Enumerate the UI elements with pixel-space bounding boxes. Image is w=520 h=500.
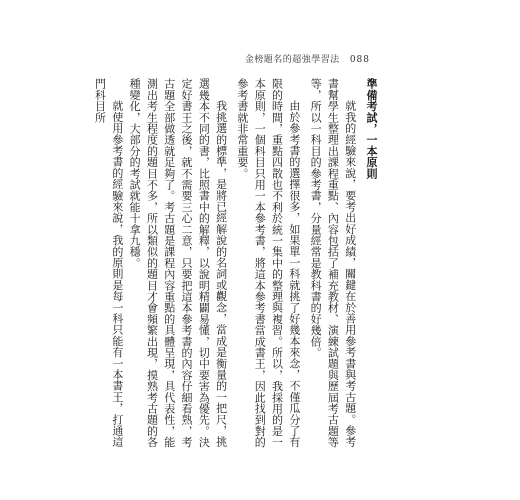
- page-number: 088: [349, 55, 370, 65]
- paragraph: 就使用參考書的經驗來說，我的原則是每一科只能有一本書王，打通這門科目所: [93, 78, 124, 448]
- running-header: [245, 52, 370, 65]
- body-text: [91, 78, 380, 458]
- paragraph: 由於參考書的選擇很多，如果單一科就挑了好幾本來念，不僅瓜分了有限的時間，重點四散也不利於統一集中的整理與複習。所以，我採用的是一本原則，一個科目只用一本參考書，將這本參考書當成書王，因此找到對的參考書就非常重要。: [235, 78, 301, 448]
- book-title: 金榜題名的超強學習法: [244, 55, 340, 65]
- paragraph: 就我的經驗來說，要考出好成績，關鍵在於善用參考書與考古題。參考書幫學生整理出課程重點、內容包括了補充教材、演練試題與歷屆考古題等等，所以一科目的參考書，分量經常是教科書的好幾倍。: [309, 78, 357, 448]
- section-heading: 準備考試，一本原則: [365, 78, 378, 179]
- paragraph: 我挑選的標準，是將已經解說的名詞或觀念，當成是衡量的一把尺，挑選幾本不同的書，比照書中的解釋，以說明精闢易懂，切中要害為優先。決定好書王之後，就不需要三心二意，只要把這本參考書的內容仔細看熟，考古題全部做透就足夠了。考古題是課程內容重點的具體呈現，具代表性，能測出考生程度的題目不多，所以類似的題目才會頻繁出現，摸熟考古題的各種變化，大部分的考試就能十拿九穩。: [128, 78, 228, 448]
